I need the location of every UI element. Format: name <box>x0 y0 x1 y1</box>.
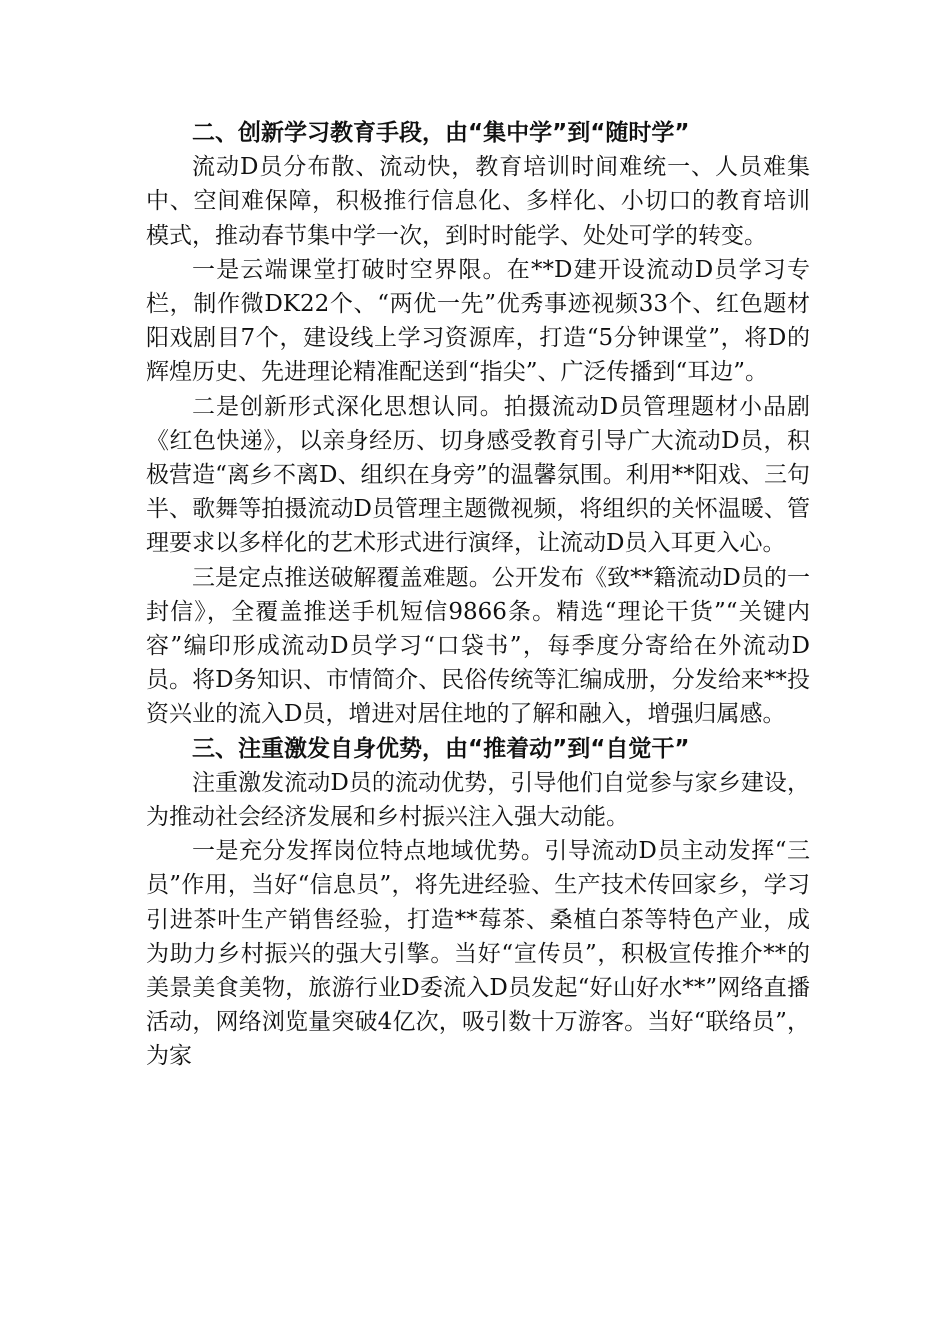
body-paragraph: 二是创新形式深化思想认同。拍摄流动D员管理题材小品剧《红色快递》，以亲身经历、切身感受教育引导广大流动D员，积极营造“离乡不离D、组织在身旁”的温馨氛围。利用**阳戏、三句半、歌舞等拍摄流动D员管理主题微视频，将组织的关怀温暖、管理要求以多样化的艺术形式进行演绎，让流动D员入耳更入心。 <box>146 393 810 557</box>
body-paragraph: 流动D员分布散、流动快，教育培训时间难统一、人员难集中、空间难保障，积极推行信息化、多样化、小切口的教育培训模式，推动春节集中学一次，到时时能学、处处可学的转变。 <box>146 154 810 249</box>
section-heading-3: 三、注重激发自身优势，由“推着动”到“自觉干” <box>192 735 690 762</box>
body-paragraph: 一是充分发挥岗位特点地域优势。引导流动D员主动发挥“三员”作用，当好“信息员”，将先进经验、生产技术传回家乡，学习引进茶叶生产销售经验，打造**莓茶、桑植白茶等特色产业，成为助力乡村振兴的强大引擎。当好“宣传员”，积极宣传推介**的美景美食美物，旅游行业D委流入D员发起“好山好水**”网络直播活动，网络浏览量突破4亿次，吸引数十万游客。当好“联络员”，为家 <box>146 838 810 1070</box>
body-paragraph: 一是云端课堂打破时空界限。在**D建开设流动D员学习专栏，制作微DK22个、“两优一先”优秀事迹视频33个、红色题材阳戏剧目7个，建设线上学习资源库，打造“5分钟课堂”，将D的辉煌历史、先进理论精准配送到“指尖”、广泛传播到“耳边”。 <box>146 256 810 386</box>
section-heading-2: 二、创新学习教育手段，由“集中学”到“随时学” <box>192 120 690 146</box>
body-paragraph: 三是定点推送破解覆盖难题。公开发布《致**籍流动D员的一封信》，全覆盖推送手机短信9866条。精选“理论干货”“关键内容”编印形成流动D员学习“口袋书”，每季度分寄给在外流动D员。将D务知识、市情简介、民俗传统等汇编成册，分发给来**投资兴业的流入D员，增进对居住地的了解和融入，增强归属感。 <box>146 564 810 728</box>
body-paragraph: 注重激发流动D员的流动优势，引导他们自觉参与家乡建设，为推动社会经济发展和乡村振兴注入强大动能。 <box>146 769 810 831</box>
